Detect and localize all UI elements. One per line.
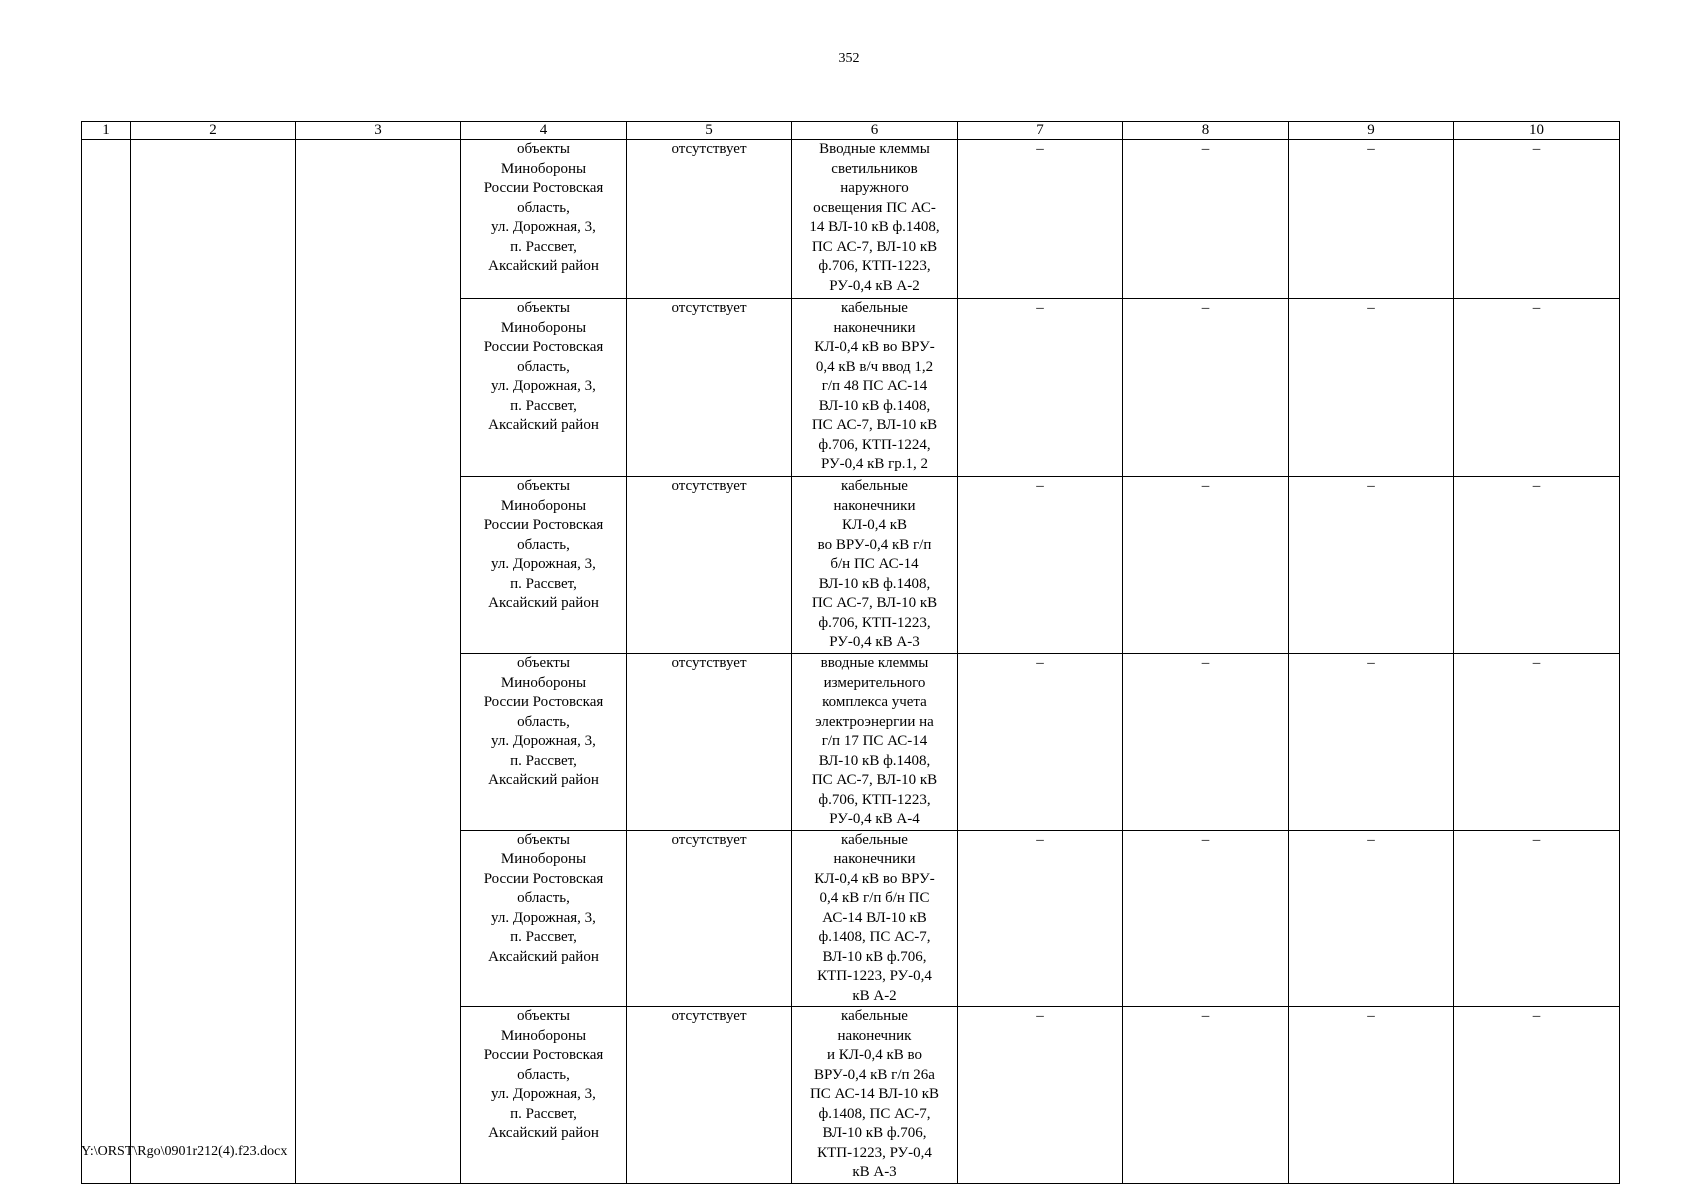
dash-cell: – — [1123, 140, 1289, 299]
cell-col2 — [131, 140, 296, 1184]
object-cell: объекты Минобороны России Ростовская область, ул. Дорожная, 3, п. Рассвет, Аксайский район — [461, 140, 627, 299]
status-cell: отсутствует — [627, 299, 792, 477]
dash-cell: – — [1454, 654, 1620, 831]
status-cell: отсутствует — [627, 1007, 792, 1184]
dash-cell: – — [958, 830, 1123, 1007]
column-header: 2 — [131, 122, 296, 140]
dash-cell: – — [1123, 654, 1289, 831]
location-cell: вводные клеммы измерительного комплекса учета электроэнергии на г/п 17 ПС АС-14 ВЛ-10 кВ ф.1408, ПС АС-7, ВЛ-10 кВ ф.706, КТП-1223, РУ-0,4 кВ А-4 — [792, 654, 958, 831]
dash-cell: – — [1123, 830, 1289, 1007]
location-cell: кабельные наконечники КЛ-0,4 кВ во ВРУ- 0,4 кВ в/ч ввод 1,2 г/п 48 ПС АС-14 ВЛ-10 кВ ф.1408, ПС АС-7, ВЛ-10 кВ ф.706, КТП-1224, РУ-0,4 кВ гр.1, 2 — [792, 299, 958, 477]
dash-cell: – — [1454, 830, 1620, 1007]
dash-cell: – — [1123, 299, 1289, 477]
column-header: 8 — [1123, 122, 1289, 140]
dash-cell: – — [1454, 140, 1620, 299]
object-cell: объекты Минобороны России Ростовская область, ул. Дорожная, 3, п. Рассвет, Аксайский район — [461, 477, 627, 654]
dash-cell: – — [958, 477, 1123, 654]
object-cell: объекты Минобороны России Ростовская область, ул. Дорожная, 3, п. Рассвет, Аксайский район — [461, 830, 627, 1007]
object-cell: объекты Минобороны России Ростовская область, ул. Дорожная, 3, п. Рассвет, Аксайский район — [461, 1007, 627, 1184]
dash-cell: – — [958, 299, 1123, 477]
column-header: 10 — [1454, 122, 1620, 140]
dash-cell: – — [1123, 477, 1289, 654]
column-header: 6 — [792, 122, 958, 140]
location-cell: кабельные наконечник и КЛ-0,4 кВ во ВРУ-0,4 кВ г/п 26а ПС АС-14 ВЛ-10 кВ ф.1408, ПС АС-7, ВЛ-10 кВ ф.706, КТП-1223, РУ-0,4 кВ А-3 — [792, 1007, 958, 1184]
location-cell: кабельные наконечники КЛ-0,4 кВ во ВРУ- 0,4 кВ г/п б/н ПС АС-14 ВЛ-10 кВ ф.1408, ПС АС-7, ВЛ-10 кВ ф.706, КТП-1223, РУ-0,4 кВ А-2 — [792, 830, 958, 1007]
object-cell: объекты Минобороны России Ростовская область, ул. Дорожная, 3, п. Рассвет, Аксайский район — [461, 299, 627, 477]
dash-cell: – — [1454, 1007, 1620, 1184]
data-table — [81, 121, 1620, 1184]
column-header: 7 — [958, 122, 1123, 140]
file-path-footer: Y:\ORST\Rgo\0901r212(4).f23.docx — [81, 1144, 288, 1159]
location-cell: кабельные наконечники КЛ-0,4 кВ во ВРУ-0,4 кВ г/п б/н ПС АС-14 ВЛ-10 кВ ф.1408, ПС АС-7, ВЛ-10 кВ ф.706, КТП-1223, РУ-0,4 кВ А-3 — [792, 477, 958, 654]
dash-cell: – — [1289, 477, 1454, 654]
dash-cell: – — [1289, 299, 1454, 477]
dash-cell: – — [1289, 654, 1454, 831]
dash-cell: – — [1289, 140, 1454, 299]
column-header: 9 — [1289, 122, 1454, 140]
dash-cell: – — [958, 1007, 1123, 1184]
column-header: 1 — [82, 122, 131, 140]
cell-col3 — [296, 140, 461, 1184]
column-header: 4 — [461, 122, 627, 140]
column-header: 5 — [627, 122, 792, 140]
dash-cell: – — [1454, 477, 1620, 654]
status-cell: отсутствует — [627, 477, 792, 654]
dash-cell: – — [1289, 830, 1454, 1007]
table-row — [82, 140, 1620, 299]
dash-cell: – — [1289, 1007, 1454, 1184]
location-cell: Вводные клеммы светильников наружного освещения ПС АС- 14 ВЛ-10 кВ ф.1408, ПС АС-7, ВЛ-10 кВ ф.706, КТП-1223, РУ-0,4 кВ А-2 — [792, 140, 958, 299]
dash-cell: – — [958, 140, 1123, 299]
dash-cell: – — [958, 654, 1123, 831]
status-cell: отсутствует — [627, 830, 792, 1007]
object-cell: объекты Минобороны России Ростовская область, ул. Дорожная, 3, п. Рассвет, Аксайский район — [461, 654, 627, 831]
status-cell: отсутствует — [627, 654, 792, 831]
dash-cell: – — [1123, 1007, 1289, 1184]
table-header-row — [82, 122, 1620, 140]
page-number: 352 — [838, 51, 860, 66]
status-cell: отсутствует — [627, 140, 792, 299]
column-header: 3 — [296, 122, 461, 140]
dash-cell: – — [1454, 299, 1620, 477]
cell-col1 — [82, 140, 131, 1184]
